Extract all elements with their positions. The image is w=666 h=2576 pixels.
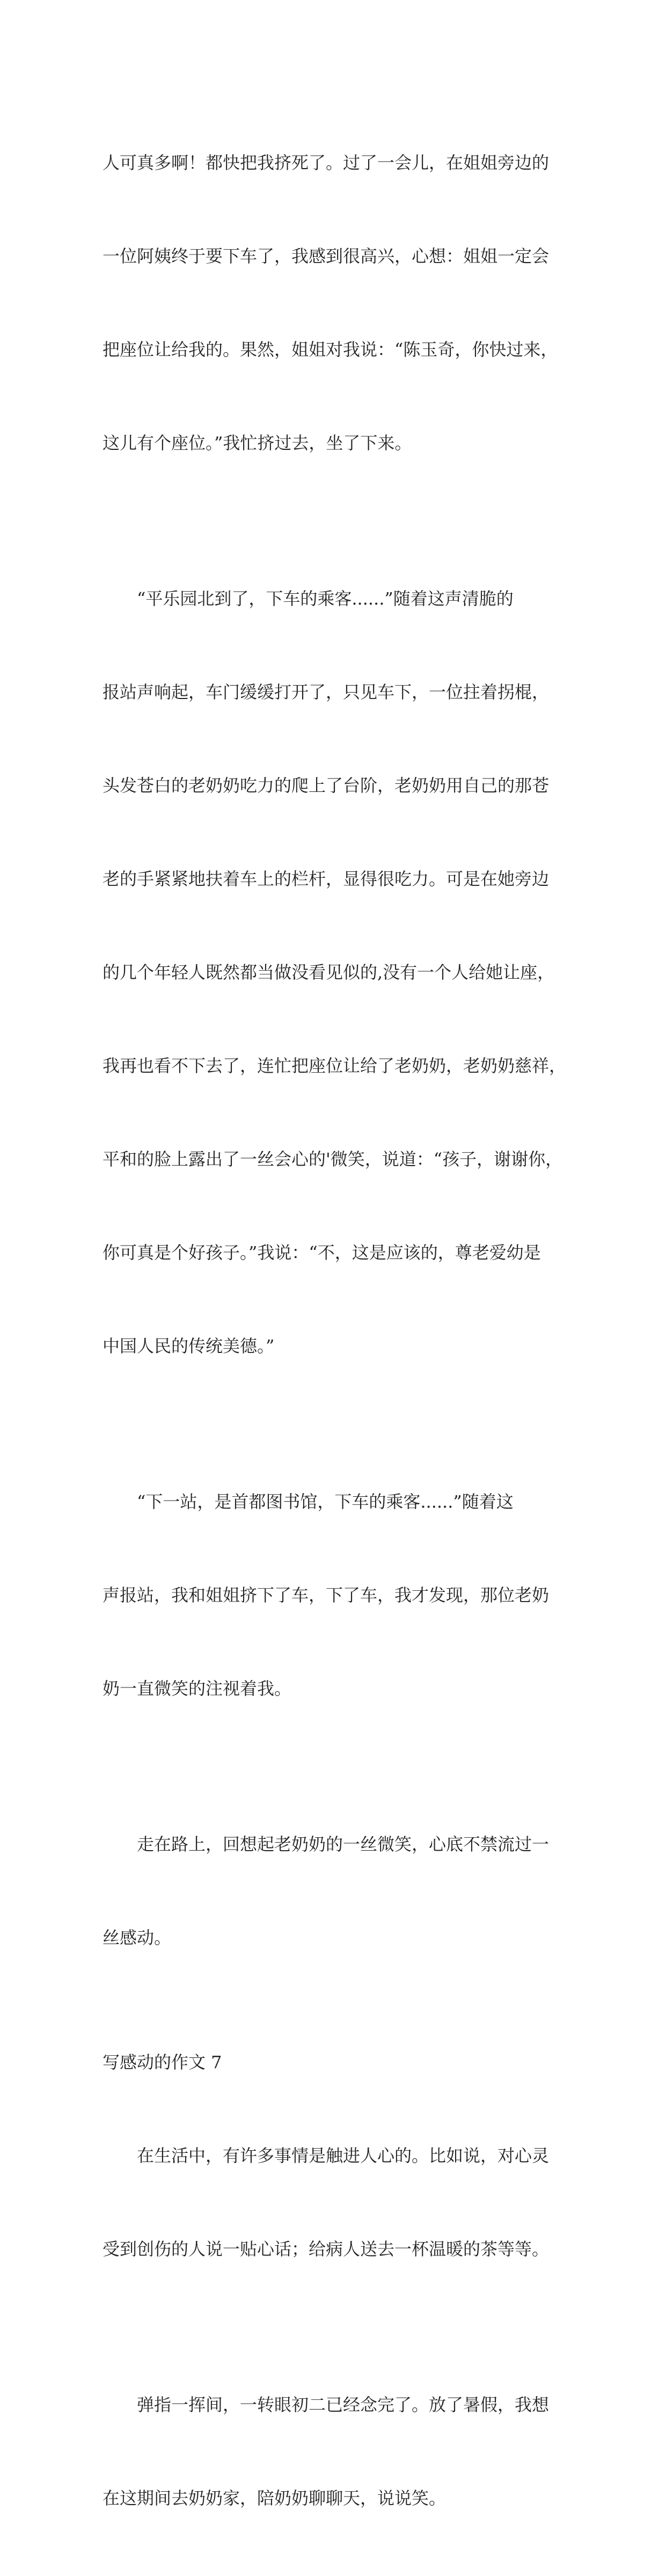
- text-line: 报站声响起，车门缓缓打开了，只见车下，一位拄着拐棍，: [103, 682, 550, 702]
- text-line: 人可真多啊！都快把我挤死了。过了一会儿，在姐姐旁边的: [103, 152, 550, 173]
- paragraph-old-lady-boards: [103, 521, 575, 1424]
- text-line: “平乐园北到了，下车的乘客......”随着这声清脆的: [103, 588, 514, 609]
- text-line: 这儿有个座位。”我忙挤过去，坐了下来。: [103, 433, 412, 453]
- text-line: 声报站，我和姐姐挤下了车，下了车，我才发现，那位老奶: [103, 1585, 550, 1605]
- text-line: 老的手紧紧地扶着车上的栏杆，显得很吃力。可是在她旁边: [103, 869, 550, 889]
- paragraph-summer-vacation: [103, 2327, 575, 2576]
- section-spacer: [103, 2015, 575, 2047]
- text-line: 平和的脸上露出了一丝会心的'微笑，说道：“孩子，谢谢你，: [103, 1149, 563, 1169]
- text-line: 奶一直微笑的注视着我。: [103, 1678, 292, 1699]
- text-line: 把座位让给我的。果然，姐姐对我说：“陈玉奇，你快过来，: [103, 339, 558, 360]
- paragraph-touching-things: [103, 2078, 575, 2327]
- text-line: 在生活中，有许多事情是触进人心的。比如说，对心灵: [103, 2145, 550, 2166]
- text-line: 头发苍白的老奶奶吃力的爬上了台阶，老奶奶用自己的那苍: [103, 775, 550, 796]
- paragraph-walking-home: [103, 1766, 575, 2015]
- text-line: 弹指一挥间，一转眼初二已经念完了。放了暑假，我想: [103, 2395, 550, 2415]
- text-line: 我再也看不下去了，连忙把座位让给了老奶奶，老奶奶慈祥，: [103, 1056, 567, 1076]
- paragraph-next-stop: [103, 1424, 575, 1766]
- text-line: 一位阿姨终于要下车了，我感到很高兴，心想：姐姐一定会: [103, 246, 550, 266]
- text-line: 受到创伤的人说一贴心话；给病人送去一杯温暖的茶等等。: [103, 2239, 550, 2259]
- text-line: 的几个年轻人既然都当做没看见似的,没有一个人给她让座，: [103, 962, 555, 983]
- text-line: 丝感动。: [103, 1927, 172, 1948]
- document-body: [103, 85, 575, 2576]
- text-line: 走在路上，回想起老奶奶的一丝微笑，心底不禁流过一: [103, 1834, 550, 1854]
- text-line: 中国人民的传统美德。”: [103, 1336, 275, 1356]
- essay-heading: 写感动的作文 7: [103, 2052, 222, 2072]
- text-line: “下一站，是首都图书馆，下车的乘客......”随着这: [103, 1491, 514, 1512]
- text-line: 你可真是个好孩子。”我说：“不，这是应该的，尊老爱幼是: [103, 1242, 541, 1263]
- paragraph-crowded-bus: [103, 85, 575, 521]
- text-line: 在这期间去奶奶家，陪奶奶聊聊天，说说笑。: [103, 2488, 447, 2508]
